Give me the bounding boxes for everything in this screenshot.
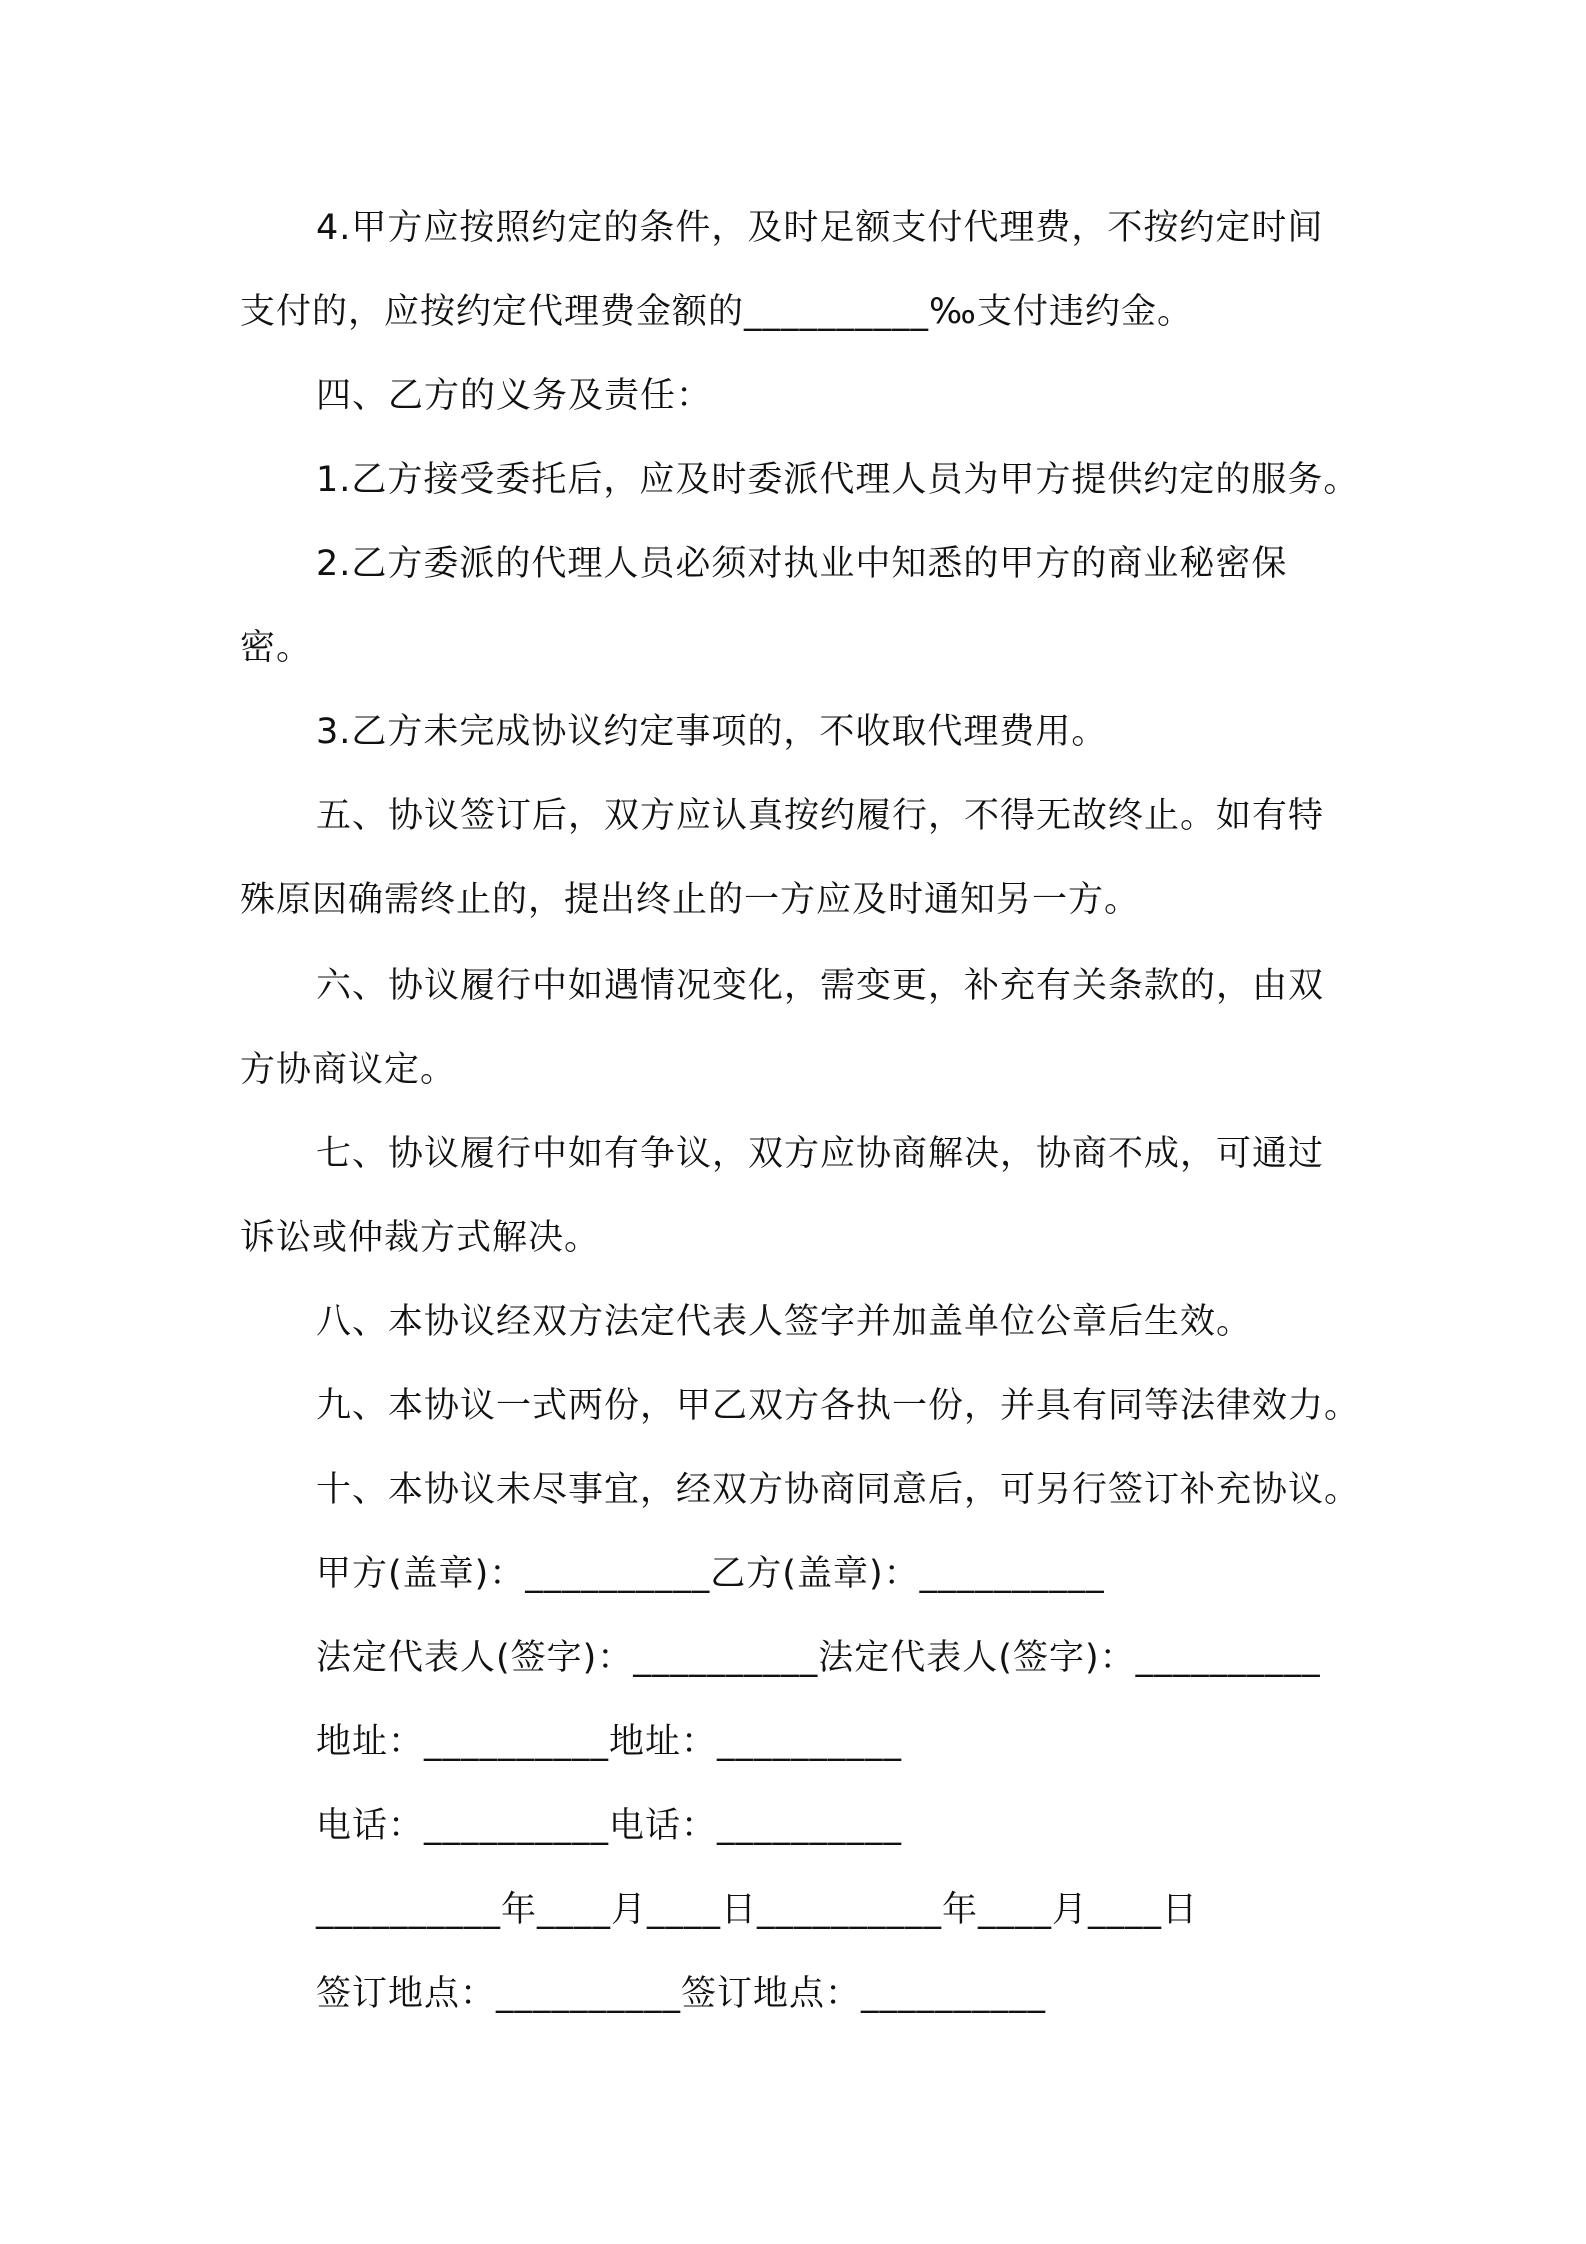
signing-place-line: 签订地点：__________签订地点：__________ xyxy=(316,1974,1047,2014)
section-7-line-2: 诉讼或仲裁方式解决。 xyxy=(240,1218,601,1258)
section-4-heading: 四、乙方的义务及责任： xyxy=(316,376,713,416)
signature-phone-line: 电话：__________电话：__________ xyxy=(316,1806,903,1846)
section-6-line-2: 方协商议定。 xyxy=(240,1050,457,1090)
clause-4-line-2: 支付的，应按约定代理费金额的__________‰支付违约金。 xyxy=(240,292,1193,332)
signature-representative-line: 法定代表人(签字)：__________法定代表人(签字)：__________ xyxy=(316,1638,1321,1678)
section-8: 八、本协议经双方法定代表人签字并加盖单位公章后生效。 xyxy=(316,1302,1253,1342)
section-6-line-1: 六、协议履行中如遇情况变化，需变更，补充有关条款的，由双 xyxy=(316,966,1325,1006)
section-10: 十、本协议未尽事宜，经双方协商同意后，可另行签订补充协议。 xyxy=(316,1470,1361,1510)
signature-address-line: 地址：__________地址：__________ xyxy=(316,1722,903,1762)
section-4-clause-2-line-2: 密。 xyxy=(240,628,313,668)
section-5-line-1: 五、协议签订后，双方应认真按约履行，不得无故终止。如有特 xyxy=(316,796,1325,836)
section-4-clause-1: 1.乙方接受委托后，应及时委派代理人员为甲方提供约定的服务。 xyxy=(316,460,1360,500)
section-9: 九、本协议一式两份，甲乙双方各执一份，并具有同等法律效力。 xyxy=(316,1386,1361,1426)
section-5-line-2: 殊原因确需终止的，提出终止的一方应及时通知另一方。 xyxy=(240,880,1141,920)
signature-seal-line: 甲方(盖章)：__________乙方(盖章)：__________ xyxy=(316,1554,1105,1594)
signature-date-line: __________年____月____日__________年____月____日 xyxy=(316,1890,1199,1930)
clause-4-line-1: 4.甲方应按照约定的条件，及时足额支付代理费，不按约定时间 xyxy=(316,208,1324,248)
section-4-clause-3: 3.乙方未完成协议约定事项的，不收取代理费用。 xyxy=(316,712,1108,752)
section-4-clause-2-line-1: 2.乙方委派的代理人员必须对执业中知悉的甲方的商业秘密保 xyxy=(316,544,1288,584)
section-7-line-1: 七、协议履行中如有争议，双方应协商解决，协商不成，可通过 xyxy=(316,1134,1325,1174)
